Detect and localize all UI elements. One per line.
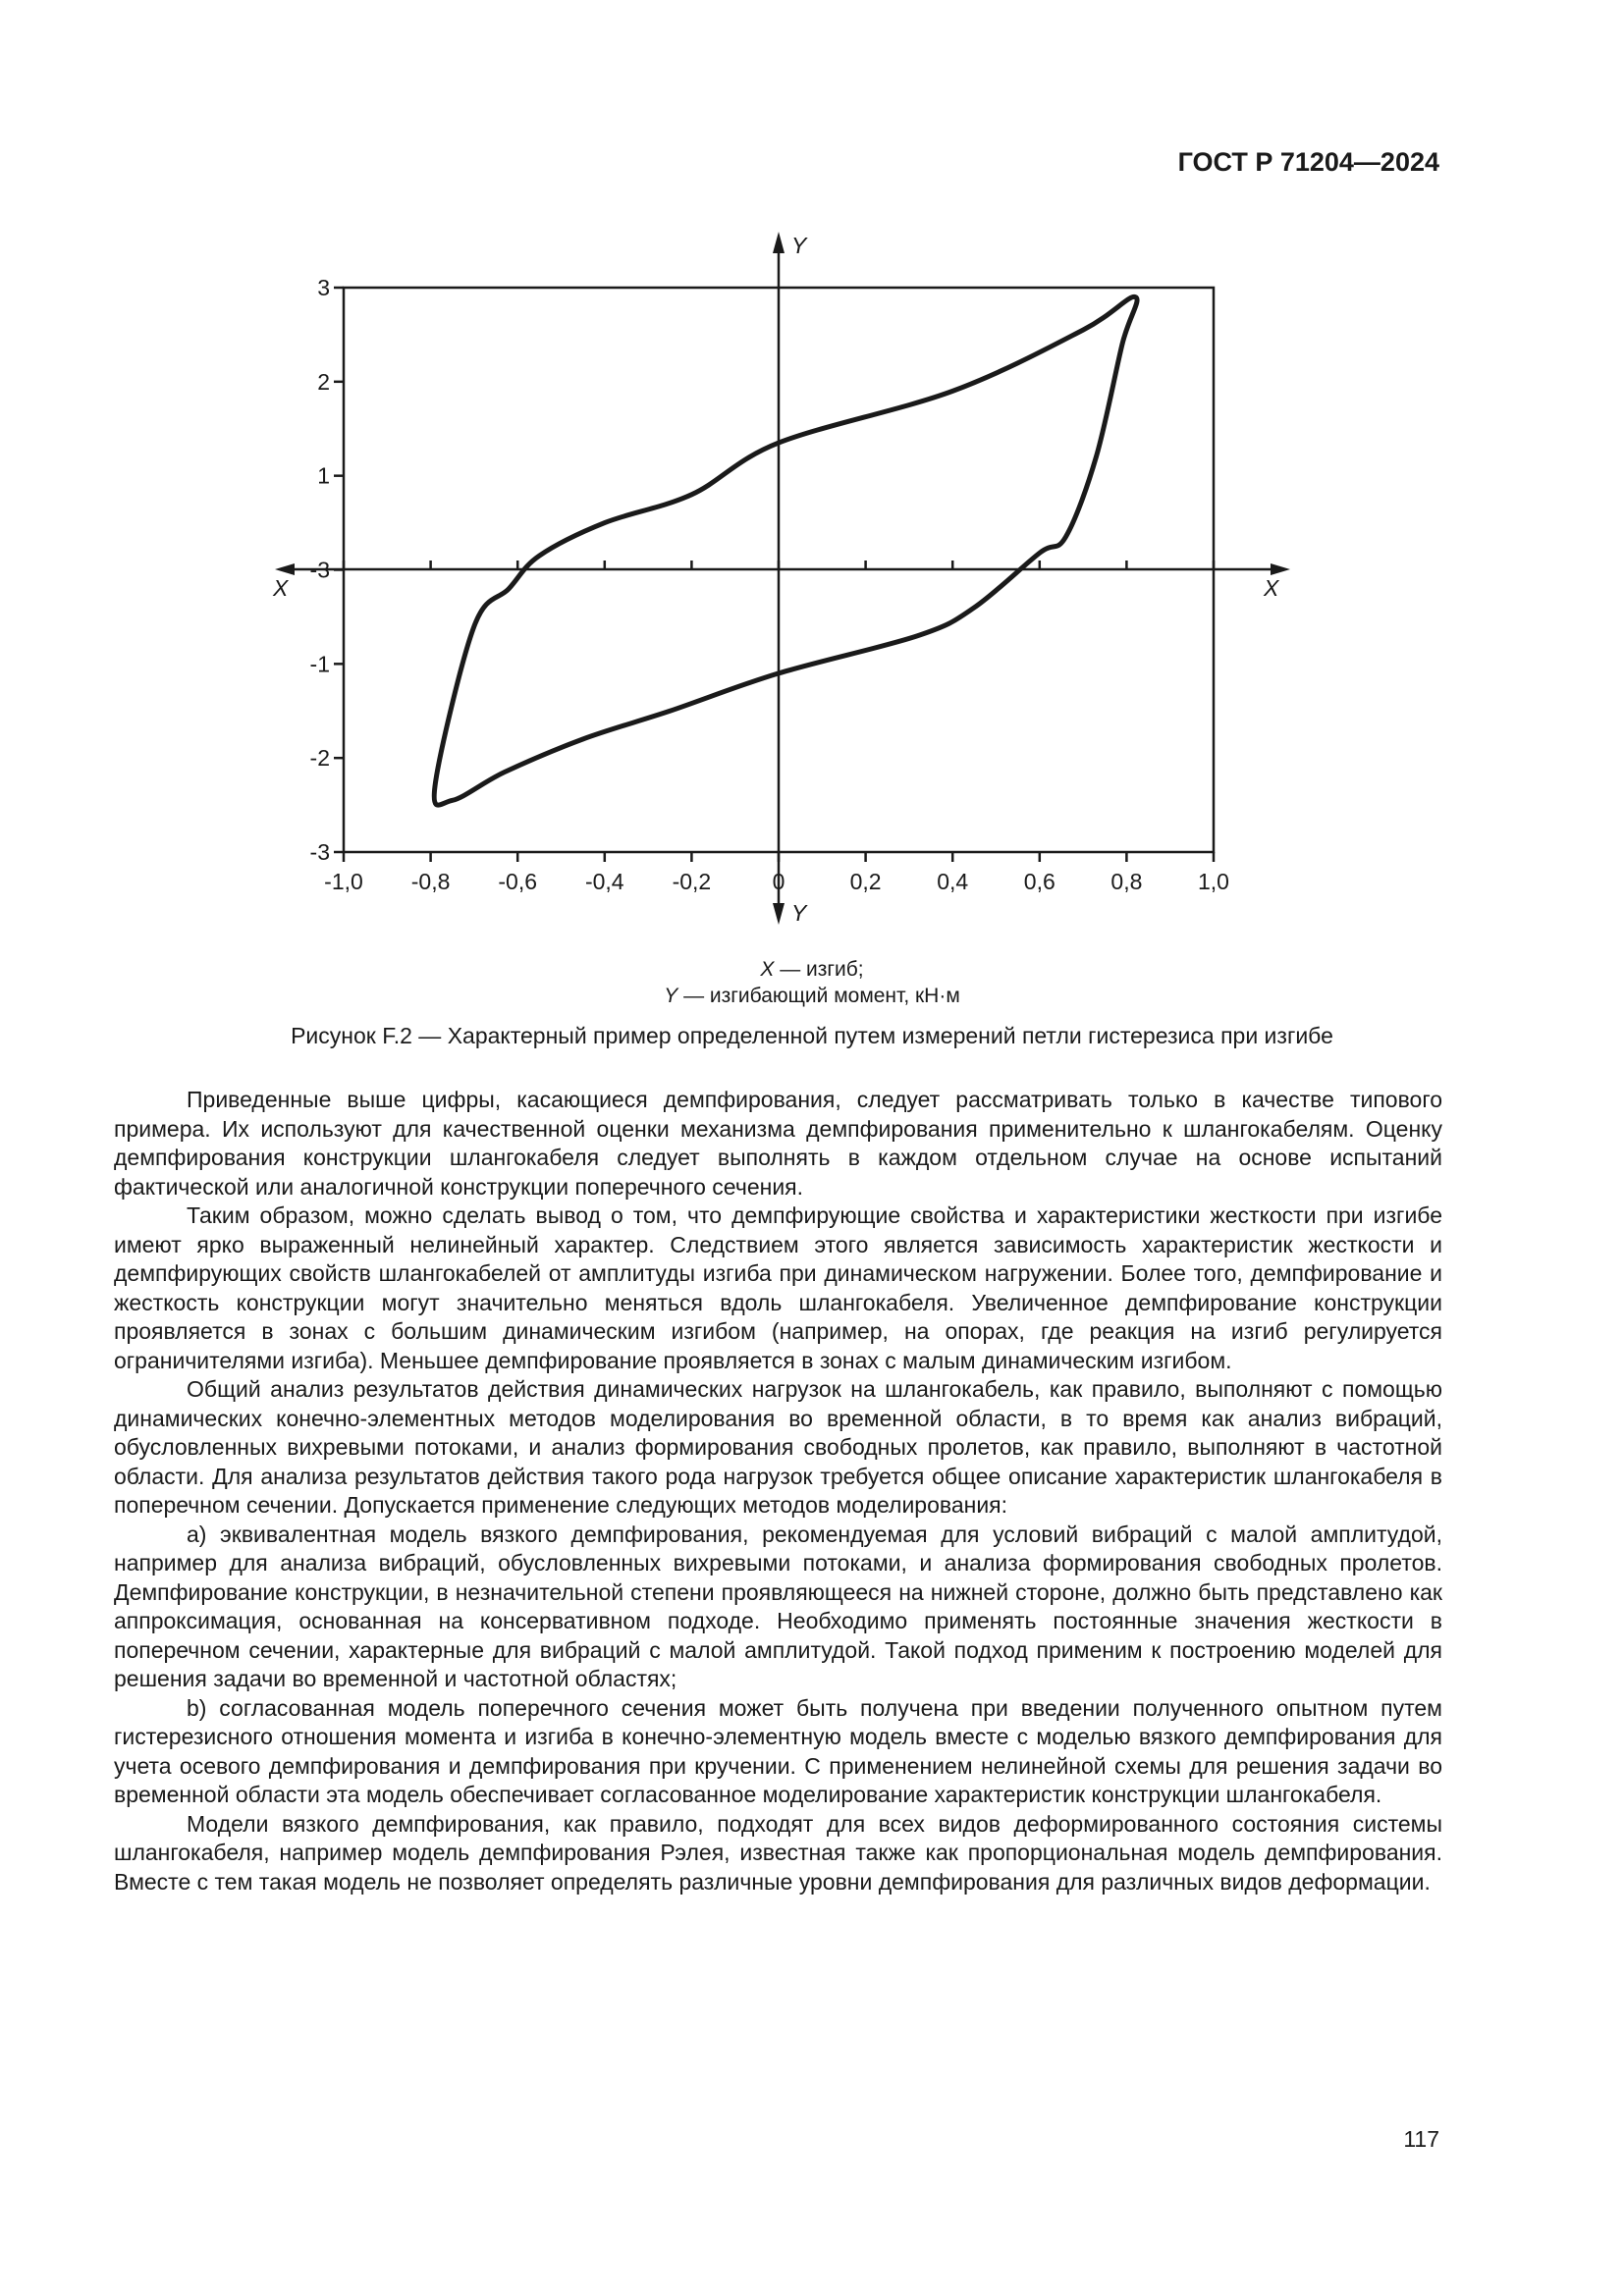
paragraph: b) согласованная модель поперечного сечения может быть получена при введении полученного опытном путем гистерезисного отношения момента и изгиба в конечно-элементную модель вместе с моделью вязкого демпфирования для учета осевого демпфирования и демпфирования при кручении. С применением нелинейной схемы для решения задачи во временной области эта модель обеспечивает согласованное моделирование характеристик конструкции шлангокабеля. [114, 1694, 1442, 1807]
x-tick-label: -0,2 [672, 869, 712, 894]
legend-x: X — изгиб; [760, 958, 864, 981]
y-tick-label: 1 [317, 462, 330, 489]
figure-legend [0, 956, 1624, 1009]
x-tick-label: 0 [772, 869, 785, 894]
x-tick-label: -0,4 [584, 869, 624, 894]
hysteresis-loop [434, 296, 1137, 805]
paragraph: Общий анализ результатов действия динамических нагрузок на шлангокабель, как правило, выполняют с помощью динамических конечно-элементных методов моделирования во временной области, в то время как анализ вибраций, обусловленных вихревыми потоками, и анализ формирования свободных пролетов, как правило, выполняют в частотной области. Для анализа результатов действия такого рода нагрузок требуется общее описание характеристик шлангокабеля в поперечном сечении. Допускается применение следующих методов моделирования: [114, 1376, 1442, 1518]
x-tick-label: 0,6 [1023, 869, 1056, 894]
y-axis-label-top: Y [791, 233, 807, 258]
x-tick-label: -0,6 [498, 869, 538, 894]
x-tick-label: 0,4 [937, 869, 969, 894]
legend-y: Y — изгибающий момент, кН·м [664, 985, 960, 1007]
x-tick-label: -0,8 [410, 869, 451, 894]
body-text [114, 1086, 1442, 1896]
x-axis-arrow-right [1271, 563, 1290, 575]
y-tick-label: -2 [309, 745, 330, 772]
hysteresis-chart [0, 0, 1624, 982]
x-axis-arrow-left [275, 563, 295, 575]
y-tick-label: 2 [317, 368, 330, 395]
y-axis-arrow-bottom [773, 903, 785, 925]
page-number: 117 [1403, 2126, 1439, 2152]
y-tick-label: 3 [317, 275, 330, 300]
paragraph: Модели вязкого демпфирования, как правило, подходят для всех видов деформированного состояния системы шлангокабеля, например модель демпфирования Рэлея, известная также как пропорциональная модель демпфирования. Вместе с тем такая модель не позволяет определять различные уровни демпфирования для различных видов деформации. [114, 1810, 1442, 1895]
figure-caption: Рисунок F.2 — Характерный пример определенной путем измерений петли гистерезиса при изгибе [291, 1023, 1333, 1048]
paragraph: Приведенные выше цифры, касающиеся демпфирования, следует рассматривать только в качестве типового примера. Их используют для качественной оценки механизма демпфирования применительно к шлангокабелям. Оценку демпфирования конструкции шлангокабеля следует выполнять в каждом отдельном случае на основе испытаний фактической или аналогичной конструкции поперечного сечения. [114, 1087, 1442, 1200]
document-header: ГОСТ Р 71204—2024 [1177, 147, 1439, 177]
x-tick-label: 0,8 [1110, 869, 1143, 894]
y-tick-label: -3 [309, 557, 330, 583]
y-tick-label: -3 [309, 839, 330, 865]
y-axis-arrow-top [773, 232, 785, 253]
y-tick-label: -1 [309, 651, 330, 677]
paragraph: a) эквивалентная модель вязкого демпфирования, рекомендуемая для условий вибраций с малой амплитудой, например для анализа вибраций, обусловленных вихревыми потоками, и анализа формирования свободных пролетов. Демпфирование конструкции, в незначительной степени проявляющееся на нижней стороне, должно быть представлено как аппроксимация, основанная на консервативном подходе. Необходимо применять постоянные значения жесткости в поперечном сечении, характерные для вибраций с малой амплитудой. Такой подход применим к построению моделей для решения задачи во временной и частотной областях; [114, 1521, 1442, 1691]
x-tick-label: -1,0 [324, 869, 363, 894]
x-tick-label: 0,2 [849, 869, 882, 894]
x-axis-label-left: X [273, 575, 289, 601]
x-axis-label-right: X [1264, 575, 1279, 601]
y-axis-label-bottom: Y [791, 900, 807, 926]
paragraph: Таким образом, можно сделать вывод о том, что демпфирующие свойства и характеристики жесткости при изгибе имеют ярко выраженный нелинейный характер. Следствием этого является зависимость характеристик жесткости и демпфирующих свойств шлангокабелей от амплитуды изгиба при динамическом нагружении. Более того, демпфирование и жесткость конструкции могут значительно меняться вдоль шлангокабеля. Увеличенное демпфирование конструкции проявляется в зонах с большим динамическим изгибом (например, на опорах, где реакция на изгиб регулируется ограничителями изгиба). Меньшее демпфирование проявляется в зонах с малым динамическим изгибом. [114, 1202, 1442, 1373]
x-tick-label: 1,0 [1198, 869, 1229, 894]
